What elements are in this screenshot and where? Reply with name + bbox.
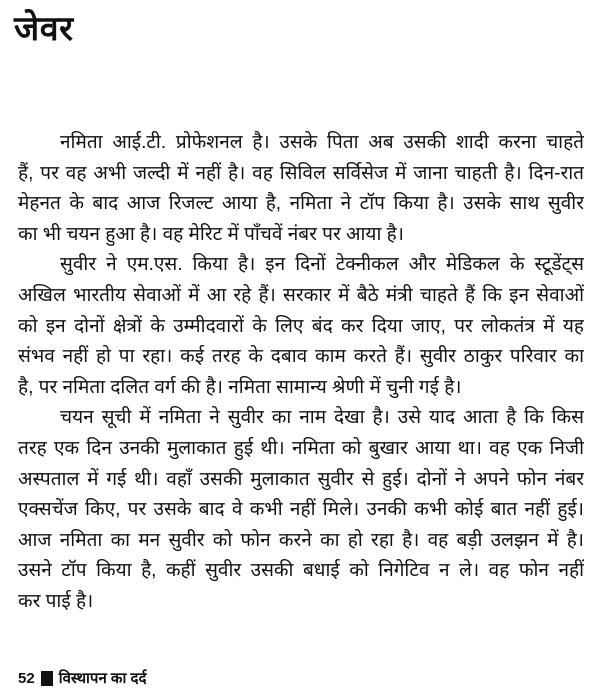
text-line: कर पाई है। bbox=[18, 590, 94, 612]
page-number: 52 bbox=[18, 669, 35, 687]
text-line: उसने टॉप किया है, कहीं सुवीर उसकी बधाई को निगेटिव न ले। वह फोन नहीं bbox=[18, 560, 584, 582]
paragraph bbox=[18, 403, 584, 617]
text-line: अखिल भारतीय सेवाओं में आ रहे हैं। सरकार में बैठे मंत्री चाहते हैं कि इन सेवाओं bbox=[18, 284, 584, 306]
text-line: नमिता आई.टी. प्रोफेशनल है। उसके पिता अब उसकी शादी करना चाहते bbox=[60, 132, 584, 153]
text-line: आज नमिता का मन सुवीर को फोन करने का हो रहा है। वह बड़ी उलझन में है। bbox=[18, 529, 584, 551]
text-line: सुवीर ने एम.एस. किया है। इन दिनों टेक्नीकल और मेडिकल के स्टूडेंट्स bbox=[60, 254, 584, 276]
text-line: का भी चयन हुआ है। वह मेरिट में पाँचवें नंबर पर आया है। bbox=[18, 223, 404, 245]
text-line: संभव नहीं हो पा रहा। कई तरह के दबाव काम करते हैं। सुवीर ठाकुर परिवार का bbox=[18, 346, 584, 368]
square-bullet-icon bbox=[41, 671, 53, 686]
page-footer bbox=[18, 668, 146, 688]
text-line: चयन सूची में नमिता ने सुवीर का नाम देखा है। उसे याद आता है कि किस bbox=[60, 407, 584, 429]
book-title: विस्थापन का दर्द bbox=[58, 670, 147, 687]
chapter-body bbox=[18, 128, 584, 618]
text-line: को इन दोनों क्षेत्रों के उम्मीदवारों के लिए बंद कर दिया जाए, पर लोकतंत्र में यह bbox=[18, 315, 584, 337]
text-line: मेहनत के बाद आज रिजल्ट आया है, नमिता ने टॉप किया है। उसके साथ सुवीर bbox=[18, 193, 584, 215]
paragraph bbox=[18, 128, 584, 250]
text-line: एक्सचेंज किए, पर उसके बाद वे कभी नहीं मिले। उनकी कभी कोई बात नहीं हुई। bbox=[18, 499, 584, 521]
text-line: तरह एक दिन उनकी मुलाकात हुई थी। नमिता को बुखार आया था। वह एक निजी bbox=[18, 437, 584, 459]
chapter-title: जेवर bbox=[14, 10, 74, 48]
text-line: अस्पताल में गई थी। वहाँ उसकी मुलाकात सुवीर से हुई। दोनों ने अपने फोन नंबर bbox=[18, 468, 584, 490]
text-line: है, पर नमिता दलित वर्ग की है। नमिता सामान्य श्रेणी में चुनी गई है। bbox=[18, 376, 462, 398]
text-line: हैं, पर वह अभी जल्दी में नहीं है। वह सिविल सर्विसेज में जाना चाहती है। दिन-रात bbox=[18, 162, 584, 184]
paragraph bbox=[18, 250, 584, 403]
